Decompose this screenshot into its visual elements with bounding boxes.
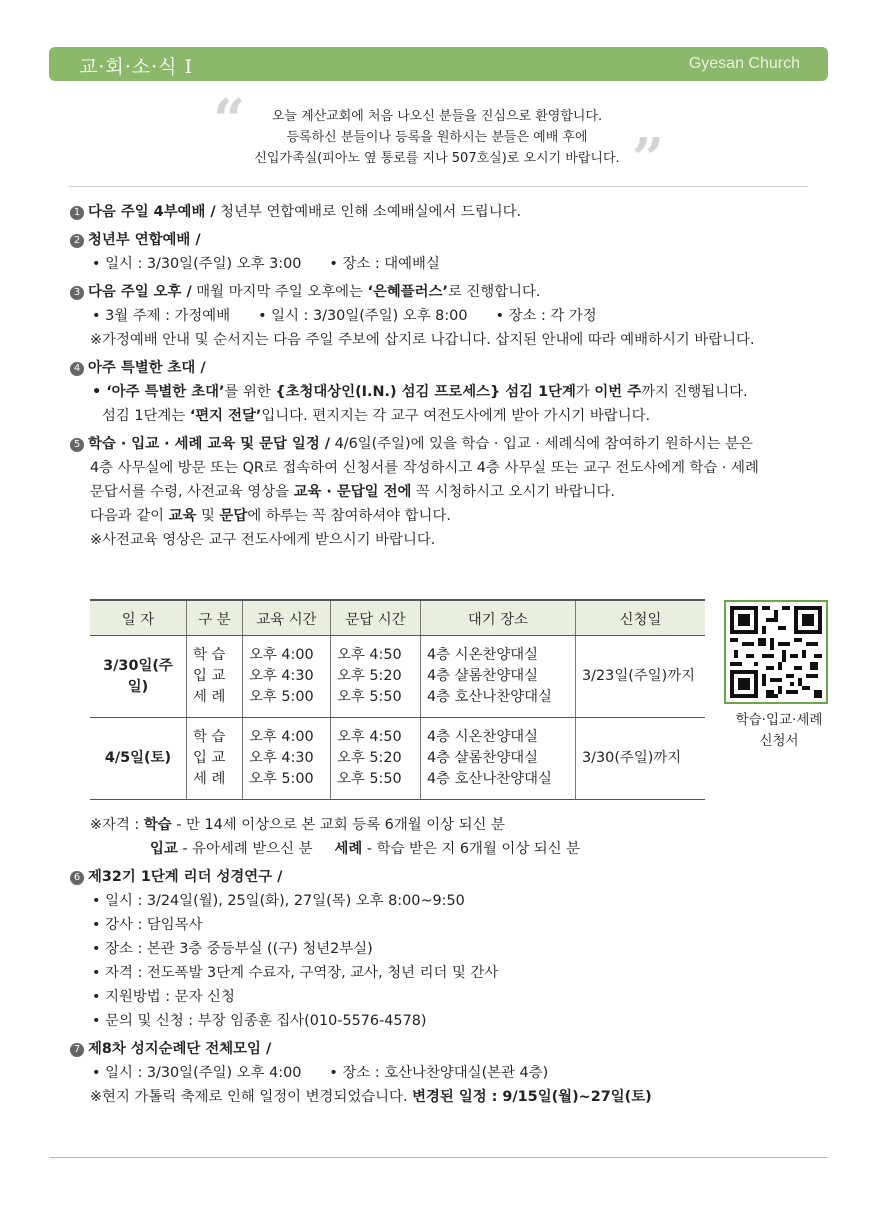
- item-text-bold: • ‘아주 특별한 초대’: [92, 384, 225, 400]
- item-detail: • 일시 : 3/24일(월), 25일(화), 27일(목) 오후 8:00~9:50: [92, 893, 465, 909]
- item-text-bold: 교육 · 문답일 전에: [293, 484, 412, 500]
- time-text: 오후 5:20: [337, 668, 402, 684]
- schedule-table: [90, 599, 705, 800]
- item-text-bold: ‘은혜플러스’: [367, 284, 448, 300]
- announcement-2: [70, 228, 810, 252]
- place-text: • 장소 : 각 가정: [495, 308, 597, 324]
- item-text: 및: [196, 508, 220, 524]
- table-row: [90, 718, 705, 800]
- item-detail: • 장소 : 본관 3층 중등부실 ((구) 청년2부실): [92, 941, 373, 957]
- type-text: 세 례: [193, 689, 226, 705]
- item-text: 4/6일(주일)에 있을 학습 · 입교 · 세례식에 참여하기 원하시는 분은: [330, 436, 753, 452]
- col-header: 교육 시간: [243, 600, 331, 636]
- item-title: 다음 주일 오후 /: [88, 284, 192, 300]
- section-header: [49, 47, 828, 81]
- qr-code[interactable]: [724, 600, 828, 704]
- time-text: 오후 4:30: [249, 750, 314, 766]
- item-text: 청년부 연합예배로 인해 소예배실에서 드립니다.: [215, 204, 522, 220]
- item-detail: • 지원방법 : 문자 신청: [92, 989, 235, 1005]
- close-quote-icon: ”: [632, 126, 665, 192]
- place-text: 4층 호산나찬양대실: [427, 689, 552, 705]
- welcome-line: 신입가족실(피아노 옆 통로를 지나 507호실)로 오시기 바랍니다.: [254, 151, 620, 166]
- time-text: 오후 5:00: [249, 689, 314, 705]
- time-text: 오후 5:50: [337, 689, 402, 705]
- item-text-bold: 문답: [219, 508, 248, 524]
- announcement-4: [70, 356, 810, 380]
- item-title: 아주 특별한 초대 /: [88, 360, 206, 376]
- item-text: 가: [575, 384, 595, 400]
- item-text: ※자격 :: [90, 817, 144, 833]
- welcome-message: [0, 106, 874, 169]
- number-1-icon: 1: [70, 206, 84, 220]
- number-7-icon: 7: [70, 1043, 84, 1057]
- item-detail: • 자격 : 전도폭발 3단계 수료자, 구역장, 교사, 청년 리더 및 간사: [92, 965, 499, 981]
- exam-time-cell: [331, 718, 421, 800]
- qr-caption-line: 학습·입교·세례: [735, 712, 823, 728]
- table-header-row: [90, 600, 705, 636]
- item-text-bold: {초청대상인(I.N.) 섬김 프로세스} 섬김 1단계: [275, 384, 576, 400]
- item-title: 학습 · 입교 · 세례 교육 및 문답 일정 /: [88, 436, 330, 452]
- item-detail: [70, 380, 810, 404]
- qr-code-icon: [726, 602, 826, 702]
- time-text: 오후 5:20: [337, 750, 402, 766]
- time-text: 오후 4:00: [249, 729, 314, 745]
- item-text: 꼭 시청하시고 오시기 바랍니다.: [411, 484, 615, 500]
- col-header: 문답 시간: [331, 600, 421, 636]
- item-text: 문답서를 수령, 사전교육 영상을: [90, 484, 294, 500]
- welcome-line: 등록하신 분들이나 등록을 원하시는 분들은 예배 후에: [286, 130, 588, 145]
- item-text-bold: 이번 주: [594, 384, 642, 400]
- date-text: • 일시 : 3/30일(주일) 오후 8:00: [258, 308, 468, 324]
- item-title: 제32기 1단계 리더 성경연구 /: [88, 869, 283, 885]
- divider: [69, 186, 808, 187]
- item-text: 에 하루는 꼭 참여하셔야 합니다.: [247, 508, 451, 524]
- time-text: 오후 4:50: [337, 729, 402, 745]
- item-text: - 유아세례 받으신 분: [177, 841, 313, 857]
- item-text-bold: ‘편지 전달’: [189, 408, 262, 424]
- item-detail: [70, 252, 810, 276]
- item-text: - 만 14세 이상으로 본 교회 등록 6개월 이상 되신 분: [171, 817, 505, 833]
- number-3-icon: 3: [70, 286, 84, 300]
- announcement-5: [70, 432, 810, 456]
- place-text: 4층 샬롬찬양대실: [427, 668, 539, 684]
- col-header: 일 자: [90, 600, 187, 636]
- theme-text: • 3월 주제 : 가정예배: [92, 308, 231, 324]
- time-text: 오후 5:50: [337, 771, 402, 787]
- item-text-bold: 세례: [334, 841, 363, 857]
- item-text: ※현지 가톨릭 축제로 인해 일정이 변경되었습니다.: [90, 1089, 413, 1105]
- place-text: 4층 호산나찬양대실: [427, 771, 552, 787]
- place-cell: [421, 636, 576, 718]
- section-title: 교·회·소·식 I: [79, 56, 194, 78]
- date-cell: 4/5일(토): [90, 718, 187, 800]
- announcement-list: [70, 200, 810, 552]
- item-text-bold: 교육: [168, 508, 197, 524]
- item-text: 입니다. 편지지는 각 교구 여전도사에게 받아 가시기 바랍니다.: [261, 408, 651, 424]
- number-6-icon: 6: [70, 871, 84, 885]
- item-detail: • 문의 및 신청 : 부장 임종훈 집사(010-5576-4578): [92, 1013, 427, 1029]
- deadline-cell: 3/30(주일)까지: [576, 718, 706, 800]
- edu-time-cell: [243, 636, 331, 718]
- qualification-line: [70, 813, 810, 837]
- edu-time-cell: [243, 718, 331, 800]
- announcement-6: [70, 865, 810, 889]
- announcement-list-2: [70, 813, 810, 1109]
- type-text: 입 교: [193, 668, 226, 684]
- number-5-icon: 5: [70, 438, 84, 452]
- qr-caption: [724, 710, 834, 752]
- item-text: - 학습 받은 지 6개월 이상 되신 분: [362, 841, 581, 857]
- item-note: ※가정예배 안내 및 순서지는 다음 주일 주보에 삽지로 나갑니다. 삽지된 안내에 따라 예배하시기 바랍니다.: [90, 332, 755, 348]
- deadline-cell: 3/23일(주일)까지: [576, 636, 706, 718]
- item-detail: [70, 404, 810, 428]
- qr-section: [724, 600, 834, 752]
- col-header: 신청일: [576, 600, 706, 636]
- time-text: 오후 4:50: [337, 647, 402, 663]
- col-header: 구 분: [187, 600, 243, 636]
- item-detail: • 강사 : 담임목사: [92, 917, 203, 933]
- place-text: • 장소 : 대예배실: [329, 256, 440, 272]
- type-text: 학 습: [193, 729, 226, 745]
- place-text: • 장소 : 호산나찬양대실(본관 4층): [329, 1065, 549, 1081]
- announcement-3: [70, 280, 810, 304]
- place-text: 4층 시온찬양대실: [427, 729, 539, 745]
- item-note: ※사전교육 영상은 교구 전도사에게 받으시기 바랍니다.: [90, 532, 436, 548]
- announcement-1: [70, 200, 810, 224]
- welcome-line: 오늘 계산교회에 처음 나오신 분들을 진심으로 환영합니다.: [271, 109, 603, 124]
- number-4-icon: 4: [70, 362, 84, 376]
- item-text-bold: 입교: [150, 841, 178, 857]
- time-text: 오후 4:00: [249, 647, 314, 663]
- item-detail: [70, 504, 810, 528]
- type-cell: [187, 636, 243, 718]
- item-detail: [70, 1061, 810, 1085]
- item-text: 섬김 1단계는: [102, 408, 190, 424]
- announcement-7: [70, 1037, 810, 1061]
- type-text: 학 습: [193, 647, 226, 663]
- number-2-icon: 2: [70, 234, 84, 248]
- place-text: 4층 시온찬양대실: [427, 647, 539, 663]
- item-text: 4층 사무실에 방문 또는 QR로 접속하여 신청서를 작성하시고 4층 사무실 또는 교구 전도사에게 학습 · 세례: [90, 460, 759, 476]
- item-note: [70, 1085, 810, 1109]
- item-text-bold: 학습: [143, 817, 172, 833]
- open-quote-icon: “: [213, 87, 246, 153]
- place-cell: [421, 718, 576, 800]
- type-text: 세 례: [193, 771, 226, 787]
- item-title: 제8차 성지순례단 전체모임 /: [88, 1041, 272, 1057]
- date-text: • 일시 : 3/30일(주일) 오후 4:00: [92, 1065, 302, 1081]
- col-header: 대기 장소: [421, 600, 576, 636]
- table-row: [90, 636, 705, 718]
- item-text: 매월 마지막 주일 오후에는: [191, 284, 368, 300]
- qualification-line: [70, 837, 810, 861]
- item-title: 다음 주일 4부예배 /: [88, 204, 216, 220]
- item-text: 다음과 같이: [90, 508, 169, 524]
- item-text-bold: 변경된 일정 : 9/15일(월)~27일(토): [412, 1089, 652, 1105]
- qr-caption-line: 신청서: [759, 733, 799, 749]
- item-detail: [70, 304, 810, 328]
- type-text: 입 교: [193, 750, 226, 766]
- item-text: 로 진행합니다.: [447, 284, 541, 300]
- time-text: 오후 5:00: [249, 771, 314, 787]
- time-text: 오후 4:30: [249, 668, 314, 684]
- exam-time-cell: [331, 636, 421, 718]
- date-text: • 일시 : 3/30일(주일) 오후 3:00: [92, 256, 302, 272]
- type-cell: [187, 718, 243, 800]
- church-name: Gyesan Church: [688, 55, 800, 72]
- item-detail: [70, 480, 810, 504]
- item-text: 까지 진행됩니다.: [641, 384, 748, 400]
- item-title: 청년부 연합예배 /: [88, 232, 201, 248]
- date-cell: 3/30일(주일): [90, 636, 187, 718]
- place-text: 4층 샬롬찬양대실: [427, 750, 539, 766]
- footer-divider: [49, 1157, 828, 1158]
- item-text: 를 위한: [224, 384, 276, 400]
